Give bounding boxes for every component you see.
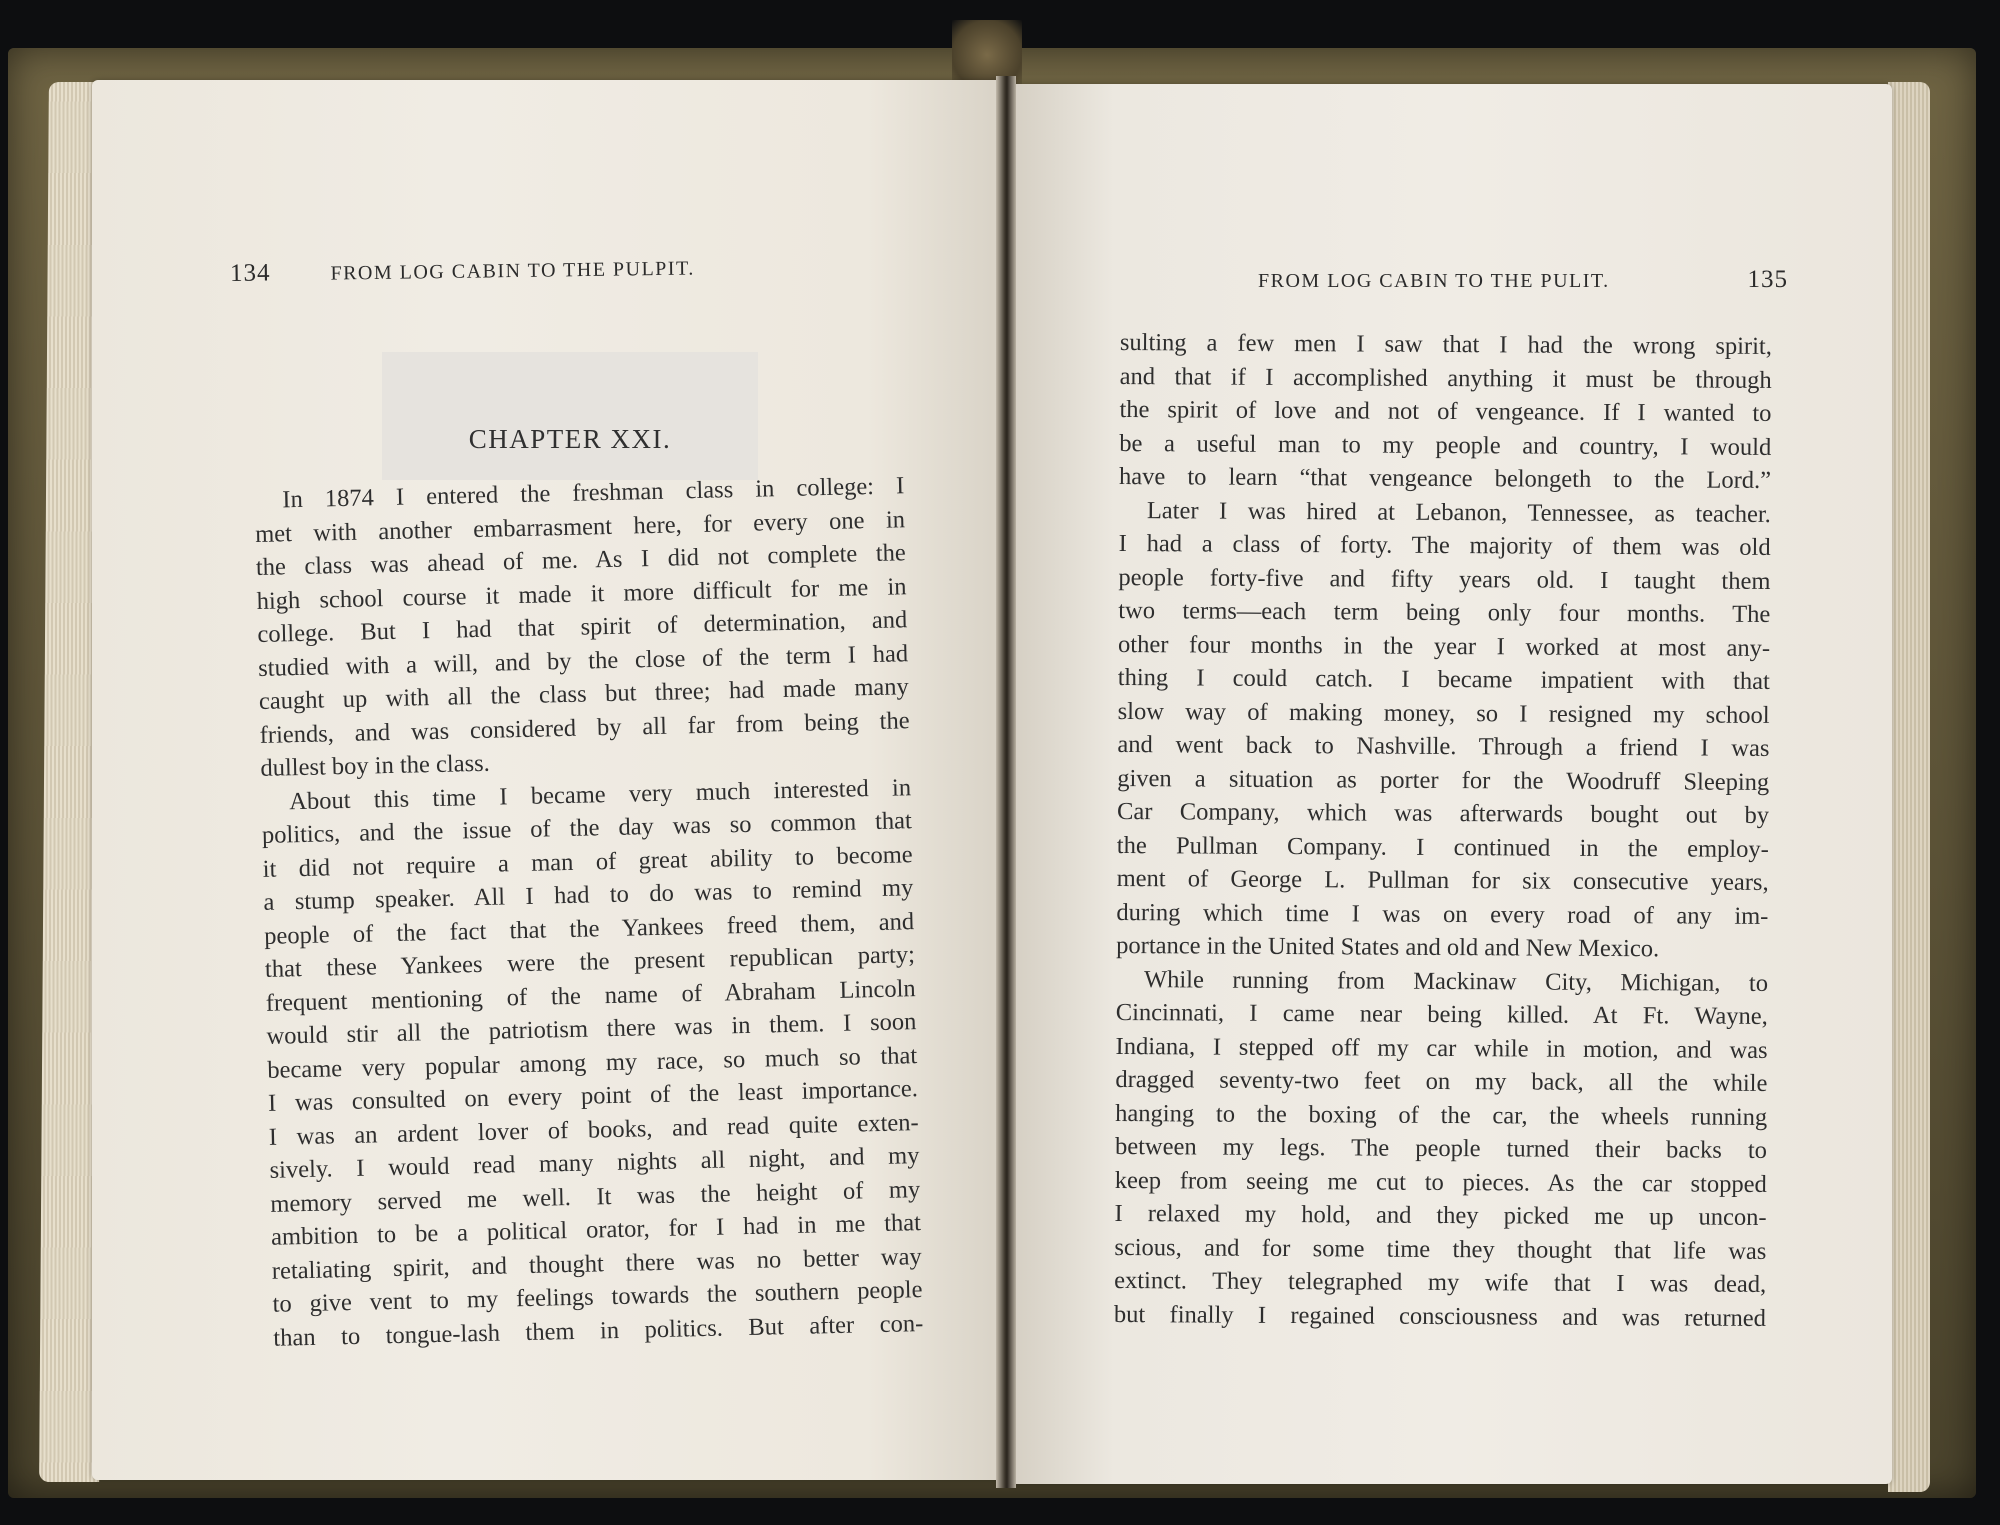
- text-line: memory served me well. It was the height of my: [270, 1175, 921, 1218]
- text-line: the class was ahead of me. As I did not complete the: [255, 539, 907, 581]
- text-line: I relaxed my hold, and they picked me up uncon-: [1114, 1199, 1767, 1231]
- text-line: the Pullman Company. I continued in the employ-: [1116, 831, 1769, 863]
- text-line: thing I could catch. I became impatient with that: [1117, 663, 1770, 695]
- text-line: but finally I regained consciousness and was returned: [1113, 1300, 1767, 1332]
- text-line: a stump speaker. All I had to do was to remind my: [263, 874, 914, 916]
- right-page-edges: [1888, 82, 1930, 1492]
- text-line: be a useful man to my people and country, I would: [1119, 429, 1772, 461]
- text-line: caught up with all the class but three; had made many: [258, 673, 910, 715]
- text-line: would stir all the patriotism there was in them. I soon: [266, 1008, 917, 1050]
- text-line: it did not require a man of great ability to become: [262, 840, 913, 883]
- text-line: scious, and for some time they thought that life was: [1114, 1233, 1767, 1265]
- text-line: between my legs. The people turned their backs to: [1114, 1132, 1768, 1164]
- text-line: While running from Mackinaw City, Michigan, to: [1143, 965, 1769, 997]
- left-page-text: [254, 469, 924, 1355]
- text-line: to give vent to my feelings towards the southern people: [272, 1276, 923, 1318]
- text-line: people of the fact that the Yankees freed them, and: [263, 907, 915, 950]
- text-line: the spirit of love and not of vengeance. If I wanted to: [1119, 395, 1772, 427]
- text-line: sively. I would read many nights all night, and my: [269, 1142, 920, 1184]
- text-line: frequent mentioning of the name of Abraham Lincoln: [265, 974, 916, 1017]
- text-line: and went back to Nashville. Through a friend I was: [1117, 730, 1770, 762]
- chapter-title-background: [382, 352, 758, 480]
- text-line: keep from seeing me cut to pieces. As the car stopped: [1114, 1166, 1767, 1198]
- text-line: Cincinnati, I came near being killed. At Ft. Wayne,: [1115, 998, 1768, 1030]
- text-line: friends, and was considered by all far from being the: [259, 706, 910, 749]
- text-line: Car Company, which was afterwards bought out by: [1116, 797, 1770, 829]
- text-line: Indiana, I stepped off my car while in motion, and was: [1115, 1032, 1768, 1064]
- text-line: during which time I was on every road of any im-: [1116, 898, 1769, 930]
- text-line: than to tongue-lash them in politics. But after con-: [273, 1309, 924, 1352]
- text-line: In 1874 I entered the freshman class in college: I: [282, 472, 905, 514]
- left-page-number: 134: [229, 259, 271, 287]
- left-running-head: FROM LOG CABIN TO THE PULPIT.: [330, 257, 695, 285]
- right-running-head: FROM LOG CABIN TO THE PULIT.: [1258, 270, 1610, 292]
- right-page-number: 135: [1747, 266, 1788, 293]
- text-line: dragged seventy-two feet on my back, all the while: [1115, 1065, 1768, 1097]
- text-line: retaliating spirit, and thought there was no better way: [271, 1242, 922, 1285]
- text-line: given a situation as porter for the Woodruff Sleeping: [1117, 764, 1770, 796]
- text-line: met with another embarrasment here, for every one in: [254, 505, 906, 548]
- text-line: have to learn “that vengeance belongeth to the Lord.”: [1118, 462, 1772, 494]
- text-line: and that if I accomplished anything it must be through: [1119, 362, 1772, 394]
- text-line: I was an ardent lover of books, and read quite exten-: [268, 1108, 919, 1151]
- text-line: About this time I became very much interested in: [288, 773, 912, 815]
- chapter-title: CHAPTER XXI.: [468, 424, 672, 454]
- text-line: high school course it made it more difficult for me in: [256, 572, 907, 615]
- text-line: I had a class of forty. The majority of them was old: [1118, 529, 1771, 561]
- text-line: sulting a few men I saw that I had the wrong spirit,: [1119, 328, 1772, 360]
- text-line: politics, and the issue of the day was so common that: [261, 807, 913, 849]
- right-running-header: [1258, 266, 1788, 294]
- text-line: people forty-five and fifty years old. I taught them: [1118, 563, 1771, 595]
- text-line: extinct. They telegraphed my wife that I was dead,: [1114, 1266, 1767, 1298]
- text-line: portance in the United States and old and New Mexico.: [1116, 931, 1660, 963]
- text-line: slow way of making money, so I resigned my school: [1117, 697, 1770, 729]
- text-line: hanging to the boxing of the car, the wheels running: [1115, 1099, 1768, 1131]
- text-line: that these Yankees were the present republican party;: [264, 941, 916, 983]
- right-page-text: [1114, 326, 1772, 1335]
- text-line: ment of George L. Pullman for six consecutive years,: [1116, 864, 1769, 896]
- book-gutter: [996, 76, 1016, 1488]
- text-line: two terms—each term being only four months. The: [1118, 596, 1771, 628]
- text-line: other four months in the year I worked at most any-: [1117, 630, 1771, 662]
- text-line: became very popular among my race, so much so that: [266, 1041, 918, 1084]
- text-line: I was consulted on every point of the least importance.: [267, 1075, 919, 1117]
- text-line: college. But I had that spirit of determination, and: [257, 606, 908, 648]
- text-line: ambition to be a political orator, for I had in me that: [270, 1209, 922, 1251]
- text-line: studied with a will, and by the close of the term I had: [257, 639, 909, 682]
- text-line: Later I was hired at Lebanon, Tennessee, as teacher.: [1146, 496, 1771, 528]
- text-line: dullest boy in the class.: [260, 749, 491, 782]
